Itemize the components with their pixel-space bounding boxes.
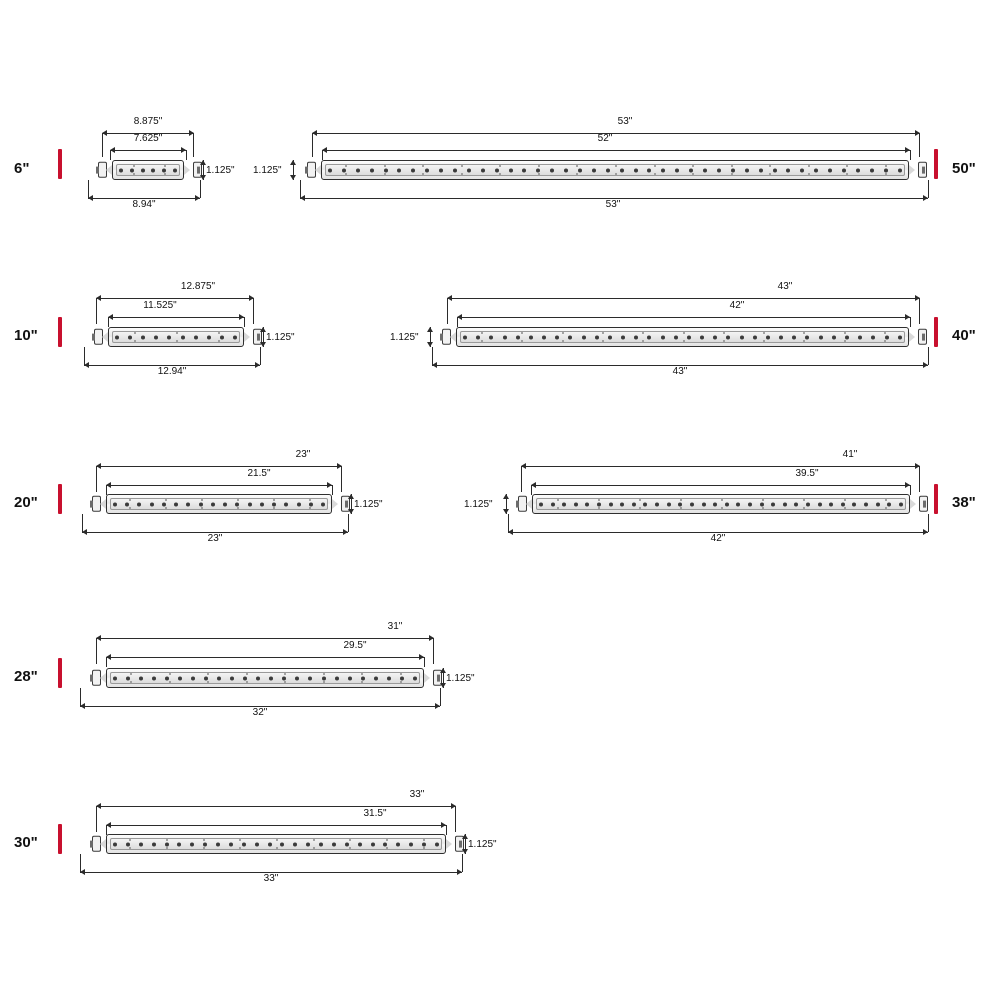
screw (680, 507, 682, 509)
mount-bracket-left-40in (440, 327, 449, 347)
screw (576, 165, 578, 167)
ext-line-left-bottom-38in (508, 514, 509, 532)
ext-line-right-top-outer-28in (433, 638, 434, 664)
dim-top-inner-30in: 31.5" (363, 808, 387, 819)
light-bar-40in (440, 327, 925, 347)
accent-tick-28in (58, 658, 62, 688)
mount-bracket-right-6in (191, 160, 200, 180)
size-label-40in: 40" (952, 327, 976, 344)
screw (203, 847, 205, 849)
screw (345, 173, 347, 175)
arrow-up-height-40in (427, 327, 433, 332)
screw (201, 507, 203, 509)
screw (164, 165, 166, 167)
light-bar-30in (90, 834, 462, 854)
screw (654, 173, 656, 175)
screw (615, 173, 617, 175)
ext-line-left-bottom-6in (88, 180, 89, 198)
screw (201, 499, 203, 501)
screw (803, 332, 805, 334)
screw (769, 165, 771, 167)
ext-line-right-bottom-20in (348, 514, 349, 532)
end-cap-right-30in (446, 834, 453, 854)
mount-bracket-left-38in (516, 494, 525, 514)
accent-tick-6in (58, 149, 62, 179)
screw (133, 173, 135, 175)
ext-line-right-top-inner-28in (424, 657, 425, 667)
mount-bracket-left-20in (90, 494, 99, 514)
screw (218, 332, 220, 334)
screw (763, 332, 765, 334)
screw (166, 847, 168, 849)
screw (134, 340, 136, 342)
screw (246, 673, 248, 675)
screw-row (326, 163, 904, 177)
dim-top-inner-38in: 39.5" (795, 468, 819, 479)
screw (309, 499, 311, 501)
screw (598, 507, 600, 509)
housing-40in (456, 327, 909, 347)
screw (349, 839, 351, 841)
light-bar-20in (90, 494, 348, 514)
screw (885, 507, 887, 509)
ext-line-left-top-outer-40in (447, 298, 448, 324)
screw (731, 165, 733, 167)
screw (721, 507, 723, 509)
screw (521, 332, 523, 334)
screw-row (111, 671, 419, 685)
screw (165, 499, 167, 501)
screw (615, 165, 617, 167)
screw (207, 673, 209, 675)
housing-6in (112, 160, 184, 180)
screw-row (537, 497, 905, 511)
screw (349, 847, 351, 849)
size-label-28in: 28" (14, 668, 38, 685)
screw (361, 673, 363, 675)
dim-line-top-inner-28in (106, 657, 424, 658)
screw-row (461, 330, 904, 344)
ext-line-right-top-outer-50in (919, 133, 920, 157)
screw-row (111, 497, 327, 511)
ext-line-left-top-inner-10in (108, 317, 109, 327)
size-label-10in: 10" (14, 327, 38, 344)
screw (683, 340, 685, 342)
dim-height-38in: 1.125" (464, 499, 493, 510)
dim-height-10in: 1.125" (266, 332, 295, 343)
screw (803, 507, 805, 509)
screw (422, 173, 424, 175)
mount-bracket-right-40in (916, 327, 925, 347)
housing-20in (106, 494, 332, 514)
size-label-20in: 20" (14, 494, 38, 511)
screw (239, 847, 241, 849)
arrow-up-height-38in (503, 494, 509, 499)
end-cap-right-28in (424, 668, 431, 688)
dim-line-top-outer-40in (447, 298, 920, 299)
screw (639, 499, 641, 501)
ext-line-left-top-outer-10in (96, 298, 97, 324)
screw (169, 681, 171, 683)
housing-28in (106, 668, 424, 688)
dim-line-top-inner-40in (457, 317, 910, 318)
ext-line-left-bottom-50in (300, 180, 301, 198)
screw (207, 681, 209, 683)
ext-line-left-top-outer-50in (312, 133, 313, 157)
screw (808, 173, 810, 175)
dim-line-top-inner-10in (108, 317, 244, 318)
screw (481, 340, 483, 342)
end-cap-right-6in (184, 160, 191, 180)
dim-line-top-inner-20in (106, 485, 332, 486)
screw (642, 340, 644, 342)
ext-line-right-bottom-40in (928, 347, 929, 365)
accent-tick-40in (934, 317, 938, 347)
ext-line-right-bottom-30in (462, 854, 463, 872)
screw (218, 340, 220, 342)
housing-50in (321, 160, 909, 180)
dim-bottom-20in: 23" (207, 533, 223, 544)
dim-top-outer-28in: 31" (387, 621, 403, 632)
dim-top-inner-50in: 52" (597, 133, 613, 144)
light-bar-10in (92, 327, 260, 347)
screw (176, 332, 178, 334)
screw (639, 507, 641, 509)
ext-line-right-top-outer-6in (193, 133, 194, 157)
screw (731, 173, 733, 175)
end-cap-right-50in (909, 160, 916, 180)
dim-top-outer-50in: 53" (617, 116, 633, 127)
dim-line-top-outer-28in (96, 638, 434, 639)
mount-bracket-right-10in (251, 327, 260, 347)
dim-height-30in: 1.125" (468, 839, 497, 850)
mount-bracket-left-50in (305, 160, 314, 180)
end-cap-left-10in (101, 327, 108, 347)
light-bar-38in (516, 494, 926, 514)
end-cap-left-28in (99, 668, 106, 688)
dim-bottom-50in: 53" (605, 199, 621, 210)
end-cap-right-20in (332, 494, 339, 514)
screw (884, 340, 886, 342)
accent-tick-50in (934, 149, 938, 179)
screw (169, 673, 171, 675)
housing-38in (532, 494, 910, 514)
dim-top-inner-10in: 11.525" (143, 300, 177, 311)
light-bar-50in (305, 160, 925, 180)
screw (323, 673, 325, 675)
ext-line-right-bottom-38in (928, 514, 929, 532)
screw (763, 340, 765, 342)
screw (384, 173, 386, 175)
size-label-6in: 6" (14, 160, 30, 177)
ext-line-left-top-inner-6in (110, 150, 111, 160)
screw (400, 681, 402, 683)
dim-bottom-6in: 8.94" (132, 199, 156, 210)
end-cap-right-10in (244, 327, 251, 347)
screw (808, 165, 810, 167)
screw (129, 499, 131, 501)
dim-top-outer-30in: 33" (409, 789, 425, 800)
screw (422, 165, 424, 167)
screw (361, 681, 363, 683)
screw (130, 681, 132, 683)
screw (239, 839, 241, 841)
size-label-50in: 50" (952, 160, 976, 177)
ext-line-left-bottom-20in (82, 514, 83, 532)
dim-height-20in: 1.125" (354, 499, 383, 510)
screw (237, 499, 239, 501)
screw (885, 165, 887, 167)
accent-tick-10in (58, 317, 62, 347)
ext-line-right-bottom-6in (200, 180, 201, 198)
screw (384, 165, 386, 167)
screw (723, 332, 725, 334)
ext-line-right-top-outer-40in (919, 298, 920, 324)
screw (129, 507, 131, 509)
dim-height-40in: 1.125" (390, 332, 419, 343)
screw (885, 499, 887, 501)
screw (846, 165, 848, 167)
screw (323, 681, 325, 683)
screw (598, 499, 600, 501)
screw (345, 165, 347, 167)
screw (423, 839, 425, 841)
screw (521, 340, 523, 342)
ext-line-left-top-inner-40in (457, 317, 458, 327)
screw (423, 847, 425, 849)
mount-bracket-right-30in (453, 834, 462, 854)
screw (130, 673, 132, 675)
dim-top-outer-38in: 41" (842, 449, 858, 460)
screw (133, 165, 135, 167)
screw (844, 340, 846, 342)
end-cap-left-38in (525, 494, 532, 514)
screw (769, 173, 771, 175)
screw (313, 839, 315, 841)
dim-top-outer-20in: 23" (295, 449, 311, 460)
end-cap-left-30in (99, 834, 106, 854)
mount-bracket-right-38in (917, 494, 926, 514)
dim-bottom-10in: 12.94" (157, 366, 187, 377)
mount-bracket-left-6in (96, 160, 105, 180)
screw (176, 340, 178, 342)
housing-30in (106, 834, 446, 854)
mount-bracket-left-30in (90, 834, 99, 854)
screw (276, 847, 278, 849)
mount-bracket-right-20in (339, 494, 348, 514)
end-cap-left-50in (314, 160, 321, 180)
dim-height-6in: 1.125" (206, 165, 235, 176)
end-cap-left-6in (105, 160, 112, 180)
screw (309, 507, 311, 509)
dim-line-top-inner-50in (322, 150, 910, 151)
light-bar-28in (90, 668, 440, 688)
accent-tick-38in (934, 484, 938, 514)
ext-line-right-top-outer-30in (455, 806, 456, 832)
screw (276, 839, 278, 841)
ext-line-right-top-inner-6in (186, 150, 187, 160)
dim-top-inner-40in: 42" (729, 300, 745, 311)
screw (562, 340, 564, 342)
screw (386, 847, 388, 849)
dim-line-top-inner-30in (106, 825, 446, 826)
end-cap-right-40in (909, 327, 916, 347)
ext-line-left-bottom-40in (432, 347, 433, 365)
dim-bottom-28in: 32" (252, 707, 268, 718)
dim-line-top-outer-20in (96, 466, 342, 467)
screw (654, 165, 656, 167)
screw (692, 165, 694, 167)
mount-bracket-right-50in (916, 160, 925, 180)
ext-line-left-bottom-30in (80, 854, 81, 872)
ext-line-left-top-inner-28in (106, 657, 107, 667)
arrow-down-height-50in (290, 175, 296, 180)
screw (246, 681, 248, 683)
screw-row (113, 330, 239, 344)
screw (642, 332, 644, 334)
dim-top-inner-28in: 29.5" (343, 640, 367, 651)
dim-line-top-inner-38in (531, 485, 910, 486)
ext-line-left-top-outer-38in (521, 466, 522, 492)
screw (129, 839, 131, 841)
dim-line-top-outer-10in (96, 298, 254, 299)
mount-bracket-right-28in (431, 668, 440, 688)
screw (576, 173, 578, 175)
arrow-up-height-50in (290, 160, 296, 165)
screw (129, 847, 131, 849)
screw (284, 673, 286, 675)
dim-bottom-30in: 33" (263, 873, 279, 884)
screw (762, 507, 764, 509)
ext-line-left-top-outer-28in (96, 638, 97, 664)
screw (844, 499, 846, 501)
screw-row (117, 163, 179, 177)
screw (499, 173, 501, 175)
screw (313, 847, 315, 849)
screw (803, 340, 805, 342)
ext-line-right-top-inner-50in (910, 150, 911, 160)
dim-top-inner-6in: 7.625" (133, 133, 163, 144)
screw (844, 332, 846, 334)
dim-top-outer-40in: 43" (777, 281, 793, 292)
screw (273, 499, 275, 501)
mount-bracket-left-10in (92, 327, 101, 347)
accent-tick-30in (58, 824, 62, 854)
screw (538, 173, 540, 175)
ext-line-right-top-inner-10in (244, 317, 245, 327)
ext-line-right-top-outer-20in (341, 466, 342, 492)
accent-tick-20in (58, 484, 62, 514)
screw (723, 340, 725, 342)
dim-line-top-inner-6in (110, 150, 186, 151)
end-cap-left-40in (449, 327, 456, 347)
screw (273, 507, 275, 509)
end-cap-left-20in (99, 494, 106, 514)
ext-line-right-bottom-10in (260, 347, 261, 365)
screw-row (111, 837, 441, 851)
screw (557, 507, 559, 509)
ext-line-right-top-inner-40in (910, 317, 911, 327)
screw (538, 165, 540, 167)
screw (134, 332, 136, 334)
screw (692, 173, 694, 175)
screw (481, 332, 483, 334)
dim-height-28in: 1.125" (446, 673, 475, 684)
ext-line-left-bottom-10in (84, 347, 85, 365)
screw (400, 673, 402, 675)
screw (557, 499, 559, 501)
dim-bottom-38in: 42" (710, 533, 726, 544)
screw (602, 332, 604, 334)
screw (165, 507, 167, 509)
ext-line-left-top-inner-50in (322, 150, 323, 160)
ext-line-left-top-outer-30in (96, 806, 97, 832)
screw (461, 165, 463, 167)
dim-top-inner-20in: 21.5" (247, 468, 271, 479)
screw (461, 173, 463, 175)
screw (885, 173, 887, 175)
dim-line-top-outer-30in (96, 806, 456, 807)
size-label-38in: 38" (952, 494, 976, 511)
ext-line-left-top-outer-20in (96, 466, 97, 492)
ext-line-left-bottom-28in (80, 688, 81, 706)
screw (237, 507, 239, 509)
dim-bottom-40in: 43" (672, 366, 688, 377)
screw (386, 839, 388, 841)
dim-top-outer-10in: 12.875" (180, 281, 216, 292)
screw (844, 507, 846, 509)
screw (499, 165, 501, 167)
screw (166, 839, 168, 841)
ext-line-right-top-outer-10in (253, 298, 254, 324)
screw (562, 332, 564, 334)
dim-height-50in: 1.125" (253, 165, 282, 176)
dim-top-outer-6in: 8.875" (133, 116, 163, 127)
housing-10in (108, 327, 244, 347)
screw (762, 499, 764, 501)
screw (203, 839, 205, 841)
screw (164, 173, 166, 175)
dim-line-top-outer-38in (521, 466, 920, 467)
screw (846, 173, 848, 175)
mount-bracket-left-28in (90, 668, 99, 688)
screw (602, 340, 604, 342)
screw (683, 332, 685, 334)
screw (884, 332, 886, 334)
ext-line-left-top-outer-6in (102, 133, 103, 157)
size-label-30in: 30" (14, 834, 38, 851)
screw (803, 499, 805, 501)
light-bar-6in (96, 160, 200, 180)
ext-line-right-bottom-50in (928, 180, 929, 198)
screw (721, 499, 723, 501)
end-cap-right-38in (910, 494, 917, 514)
screw (284, 681, 286, 683)
ext-line-right-bottom-28in (440, 688, 441, 706)
screw (680, 499, 682, 501)
ext-line-right-top-outer-38in (919, 466, 920, 492)
